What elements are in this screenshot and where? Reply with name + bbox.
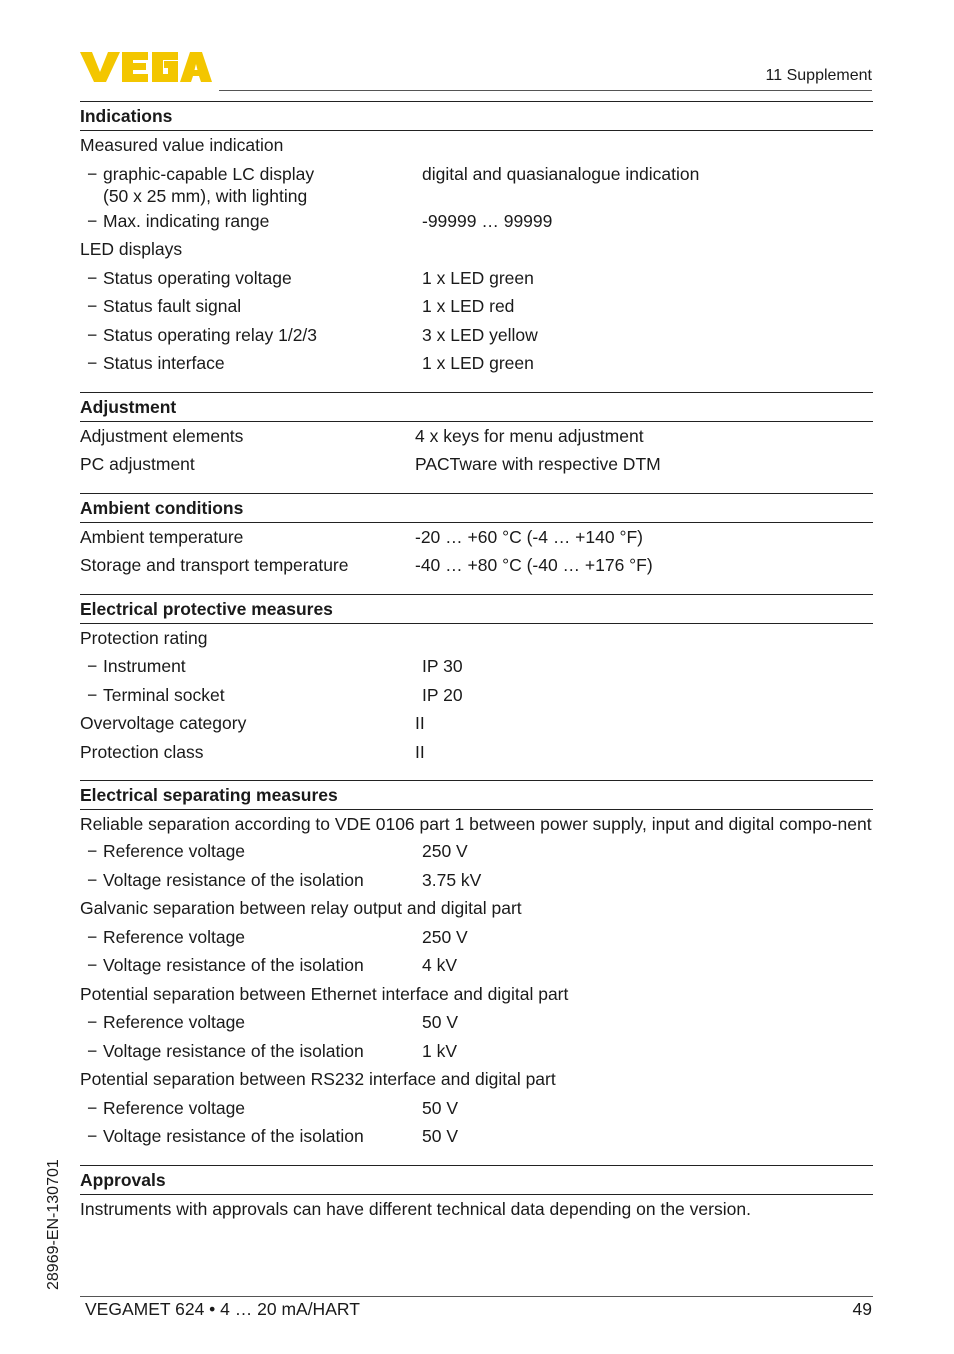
protection-rating-row bbox=[80, 624, 873, 653]
section-title: 11 Supplement bbox=[765, 67, 872, 84]
spec-row bbox=[80, 1037, 873, 1066]
document-number: 28969-EN-130701 bbox=[45, 1159, 62, 1290]
spec-key: Reference voltage bbox=[103, 841, 246, 861]
dash-bullet: − bbox=[87, 296, 98, 316]
spec-key: Overvoltage category bbox=[80, 713, 247, 733]
spec-row bbox=[80, 923, 873, 952]
separation-group-row bbox=[80, 980, 873, 1009]
spec-key: Protection class bbox=[80, 741, 204, 762]
spec-key: Reference voltage bbox=[103, 1097, 246, 1118]
dash-bullet: − bbox=[87, 353, 98, 373]
spec-key: Instrument bbox=[103, 656, 186, 676]
protection-rating-label: Protection rating bbox=[80, 627, 208, 648]
vega-logo bbox=[80, 48, 212, 86]
separation-group-label: Galvanic separation between relay output and digital part bbox=[80, 898, 522, 918]
spec-row bbox=[80, 1008, 873, 1037]
lc-display-key-line2: (50 x 25 mm), with lighting bbox=[103, 185, 308, 206]
dash-bullet: − bbox=[87, 163, 98, 184]
spec-value: 50 V bbox=[422, 1097, 458, 1118]
spec-value: IP 20 bbox=[422, 684, 463, 705]
dash-bullet: − bbox=[87, 684, 98, 705]
spec-value: 50 V bbox=[422, 1126, 458, 1146]
spec-row bbox=[80, 652, 873, 681]
spec-key: Terminal socket bbox=[103, 684, 225, 705]
separation-group-label: Potential separation between Ethernet interface and digital part bbox=[80, 983, 569, 1004]
spec-sheet bbox=[80, 101, 873, 1236]
spec-row bbox=[80, 422, 873, 451]
separation-group-label: Reliable separation according to VDE 0106 part 1 between power supply, input and digital compo-nent bbox=[80, 814, 872, 834]
dash-bullet: − bbox=[87, 656, 98, 676]
spec-value: 1 kV bbox=[422, 1040, 458, 1061]
led-row bbox=[80, 349, 873, 378]
page-number: 49 bbox=[852, 1299, 872, 1319]
approvals-title: Approvals bbox=[80, 1166, 873, 1195]
spec-row bbox=[80, 709, 873, 738]
dash-bullet: − bbox=[87, 841, 98, 861]
led-displays-label: LED displays bbox=[80, 239, 183, 259]
dash-bullet: − bbox=[87, 324, 98, 345]
spec-value: II bbox=[415, 713, 425, 733]
spec-value: 250 V bbox=[422, 841, 468, 861]
dash-bullet: − bbox=[87, 1040, 98, 1061]
approvals-text: Instruments with approvals can have different technical data depending on the version. bbox=[80, 1198, 751, 1219]
spec-row bbox=[80, 866, 873, 895]
dash-bullet: − bbox=[87, 926, 98, 947]
spec-row bbox=[80, 681, 873, 710]
dash-bullet: − bbox=[87, 1126, 98, 1146]
led-key: Status operating relay 1/2/3 bbox=[103, 324, 318, 345]
led-key: Status operating voltage bbox=[103, 267, 292, 288]
spec-key: Voltage resistance of the isolation bbox=[103, 869, 364, 890]
lc-display-row bbox=[80, 160, 873, 207]
separating-block bbox=[80, 780, 873, 1151]
spec-value: -20 … +60 °C (-4 … +140 °F) bbox=[415, 526, 643, 547]
separating-title: Electrical separating measures bbox=[80, 781, 873, 810]
dash-bullet: − bbox=[87, 267, 98, 288]
dash-bullet: − bbox=[87, 1012, 98, 1032]
separation-group-row bbox=[80, 1065, 873, 1094]
spec-value: 250 V bbox=[422, 926, 468, 947]
spec-row bbox=[80, 738, 873, 767]
protective-block bbox=[80, 594, 873, 767]
spec-key: Reference voltage bbox=[103, 1012, 246, 1032]
led-row bbox=[80, 264, 873, 293]
led-value: 3 x LED yellow bbox=[422, 324, 538, 345]
spec-key: Voltage resistance of the isolation bbox=[103, 1126, 364, 1146]
spec-row bbox=[80, 450, 873, 479]
spec-value: 4 kV bbox=[422, 955, 458, 975]
max-range-row bbox=[80, 207, 873, 236]
separation-group-row bbox=[80, 894, 873, 923]
spec-value: II bbox=[415, 741, 425, 762]
spec-key: Ambient temperature bbox=[80, 526, 244, 547]
spec-value: IP 30 bbox=[422, 656, 463, 676]
indications-block bbox=[80, 101, 873, 378]
lc-display-key-line1: graphic-capable LC display bbox=[103, 163, 315, 184]
protective-title: Electrical protective measures bbox=[80, 595, 873, 624]
led-value: 1 x LED green bbox=[422, 353, 534, 373]
lc-display-value: digital and quasianalogue indication bbox=[422, 163, 700, 184]
spec-key: Voltage resistance of the isolation bbox=[103, 1040, 364, 1061]
spec-value: -40 … +80 °C (-40 … +176 °F) bbox=[415, 555, 653, 575]
footer-divider bbox=[80, 1296, 873, 1297]
adjustment-block bbox=[80, 392, 873, 479]
spec-row bbox=[80, 551, 873, 580]
spec-row bbox=[80, 951, 873, 980]
spec-row bbox=[80, 837, 873, 866]
spec-row bbox=[80, 1122, 873, 1151]
spec-row bbox=[80, 523, 873, 552]
spec-value: 3.75 kV bbox=[422, 869, 482, 890]
max-range-key: Max. indicating range bbox=[103, 210, 270, 231]
separation-group-label: Potential separation between RS232 interface and digital part bbox=[80, 1069, 556, 1089]
header-divider bbox=[219, 90, 872, 91]
footer-product: VEGAMET 624 • 4 … 20 mA/HART bbox=[85, 1299, 360, 1319]
spec-value: 50 V bbox=[422, 1012, 458, 1032]
led-label-row bbox=[80, 235, 873, 264]
spec-row bbox=[80, 1094, 873, 1123]
max-range-value: -99999 … 99999 bbox=[422, 210, 553, 231]
led-key: Status fault signal bbox=[103, 296, 242, 316]
led-key: Status interface bbox=[103, 353, 225, 373]
spec-value: 4 x keys for menu adjustment bbox=[415, 425, 644, 446]
dash-bullet: − bbox=[87, 955, 98, 975]
measured-value-label-row bbox=[80, 131, 873, 160]
indications-title: Indications bbox=[80, 102, 873, 131]
dash-bullet: − bbox=[87, 869, 98, 890]
measured-value-label: Measured value indication bbox=[80, 135, 284, 155]
dash-bullet: − bbox=[87, 1097, 98, 1118]
approvals-block bbox=[80, 1165, 873, 1222]
spec-value: PACTware with respective DTM bbox=[415, 454, 661, 474]
led-row bbox=[80, 321, 873, 350]
spec-key: Adjustment elements bbox=[80, 425, 244, 446]
spec-key: PC adjustment bbox=[80, 454, 195, 474]
spec-key: Reference voltage bbox=[103, 926, 246, 947]
ambient-block bbox=[80, 493, 873, 580]
led-value: 1 x LED green bbox=[422, 267, 534, 288]
led-row bbox=[80, 292, 873, 321]
led-value: 1 x LED red bbox=[422, 296, 515, 316]
spec-key: Voltage resistance of the isolation bbox=[103, 955, 364, 975]
dash-bullet: − bbox=[87, 210, 98, 231]
ambient-title: Ambient conditions bbox=[80, 494, 873, 523]
spec-key: Storage and transport temperature bbox=[80, 555, 349, 575]
adjustment-title: Adjustment bbox=[80, 393, 873, 422]
